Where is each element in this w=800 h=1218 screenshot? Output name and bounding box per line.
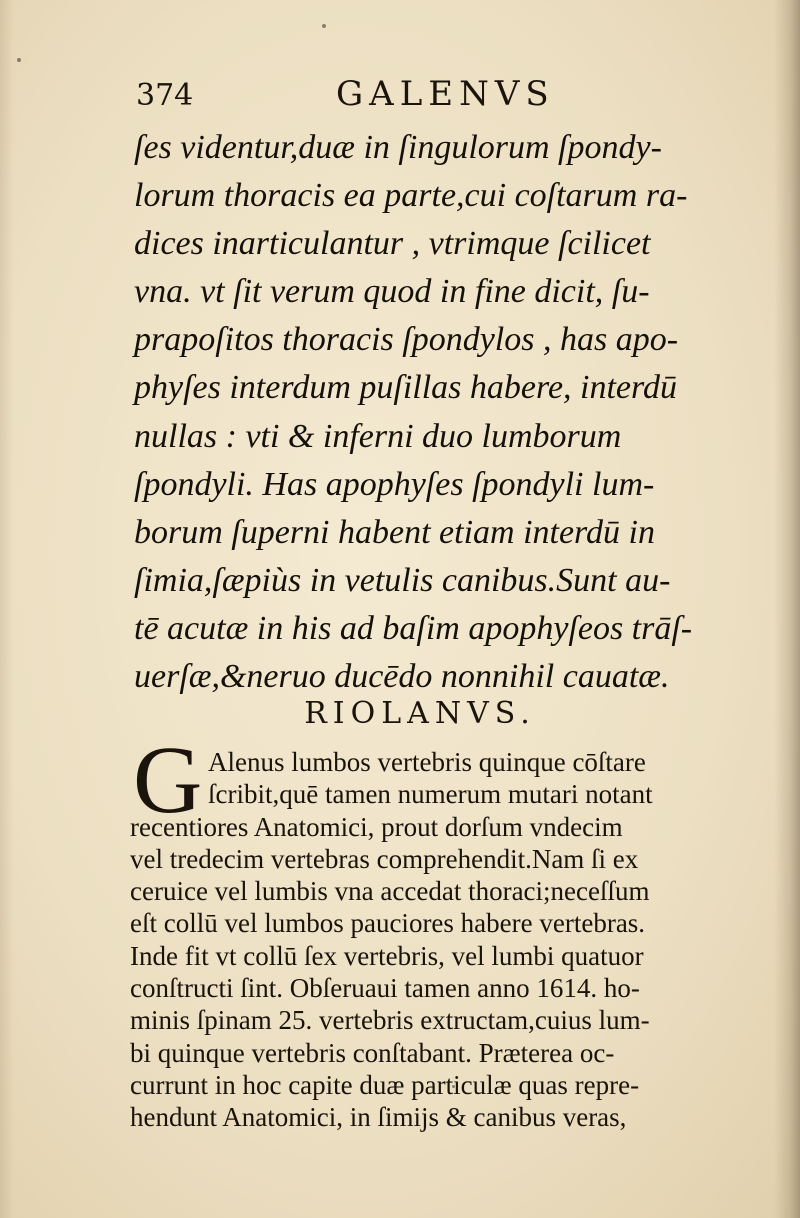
section-heading: RIOLANVS. xyxy=(304,696,536,731)
text-line: ſes videntur,duæ in ſingulorum ſpondy- xyxy=(134,129,662,166)
text-line: borum ſuperni habent etiam interdū in xyxy=(134,513,655,551)
text-line: prapoſitos thoracis ſpondylos , has apo- xyxy=(134,321,679,359)
riolan-commentary-text xyxy=(130,746,710,1134)
drop-cap-initial: G xyxy=(133,726,203,833)
page-header xyxy=(136,72,716,122)
text-line: Inde fit vt collū ſex vertebris, vel lumbi quatuor xyxy=(130,940,644,971)
text-line: ſpondyli. Has apophyſes ſpondyli lum- xyxy=(134,465,655,503)
text-line: recentiores Anatomici, prout dorſum vndecim xyxy=(130,811,623,842)
text-line: currunt in hoc capite duæ particulæ quas repre- xyxy=(130,1069,640,1100)
ink-speck xyxy=(322,24,326,28)
running-head: GALENVS xyxy=(336,74,555,114)
ink-speck xyxy=(17,58,21,62)
text-line: vel tredecim vertebras comprehendit.Nam ſi ex xyxy=(130,843,639,874)
text-line: ſcribit,quē tamen numerum mutari notant xyxy=(208,779,653,810)
text-line: ceruice vel lumbis vna accedat thoraci;neceſſum xyxy=(130,876,650,907)
text-line: dices inarticulantur , vtrimque ſcilicet xyxy=(134,225,651,263)
text-line: bi quinque vertebris conſtabant. Præterea oc- xyxy=(130,1037,615,1068)
galen-italic-text xyxy=(134,124,724,701)
text-line: ſimia,ſæpiùs in vetulis canibus.Sunt au- xyxy=(134,561,671,599)
text-line: hendunt Anatomici, in ſimijs & canibus veras, xyxy=(130,1102,627,1133)
text-line: lorum thoracis ea parte,cui coſtarum ra- xyxy=(134,177,688,215)
text-line: tē acutæ in his ad baſim apophyſeos trāſ- xyxy=(134,609,693,647)
text-line: nullas : vti & inferni duo lumborum xyxy=(134,417,622,455)
text-line: minis ſpinam 25. vertebris extructam,cuius lum- xyxy=(130,1005,650,1036)
page-edge-shadow xyxy=(774,0,800,1218)
text-line: vna. vt ſit verum quod in fine dicit, ſu- xyxy=(134,273,650,311)
text-line: phyſes interdum puſillas habere, interdū xyxy=(134,369,677,407)
text-line: conſtructi ſint. Obſeruaui tamen anno 1614. ho- xyxy=(130,973,640,1004)
page-gutter-shadow xyxy=(0,0,14,1218)
page-number: 374 xyxy=(136,78,194,113)
text-line: uerſæ,&neruo ducēdo nonnihil cauatæ. xyxy=(134,658,670,696)
text-line: Alenus lumbos vertebris quinque cōſtare xyxy=(208,747,646,777)
text-line: eſt collū vel lumbos pauciores habere vertebras. xyxy=(130,908,646,939)
